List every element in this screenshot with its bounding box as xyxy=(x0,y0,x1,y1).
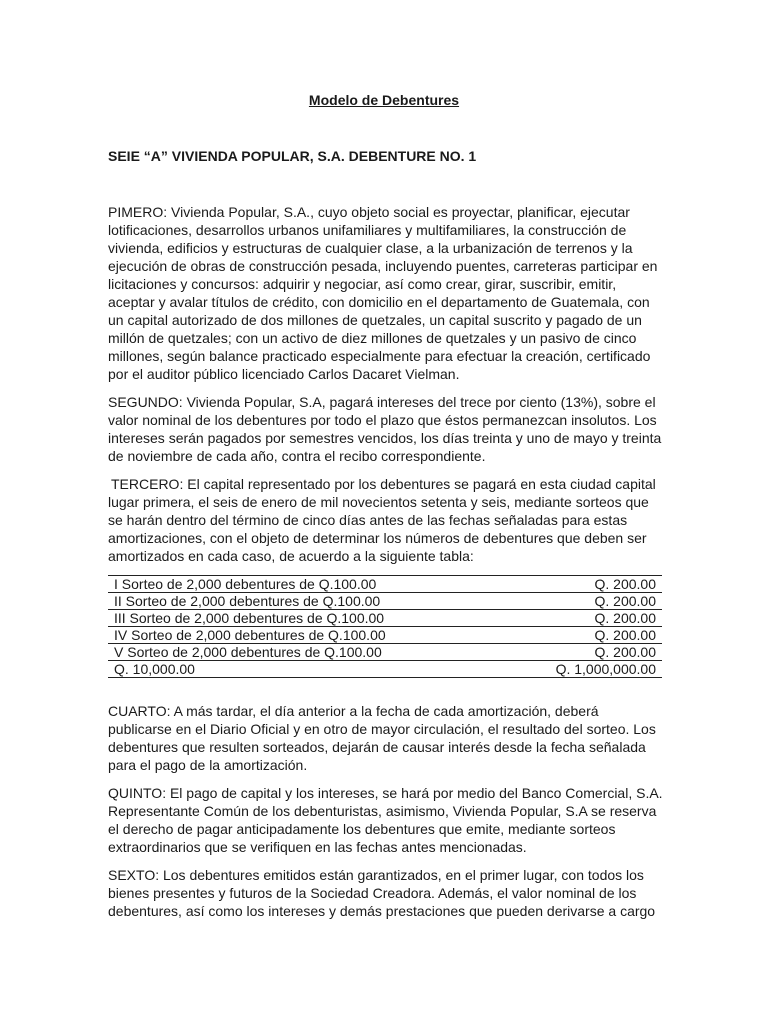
table-row xyxy=(108,576,662,593)
table-row xyxy=(108,644,662,661)
row-description: V Sorteo de 2,000 debentures de Q.100.00 xyxy=(108,644,505,661)
row-description: III Sorteo de 2,000 debentures de Q.100.00 xyxy=(108,610,505,627)
total-amount: Q. 1,000,000.00 xyxy=(505,661,662,678)
table-row xyxy=(108,610,662,627)
row-amount: Q. 200.00 xyxy=(505,593,662,610)
paragraph-cuarto: CUARTO: A más tardar, el día anterior a la fecha de cada amortización, deberá publicarse en el Diario Oficial y en otro de mayor circulación, el resultado del sorteo. Los debentures que resulten sorteados, dejarán de causar interés desde la fecha señalada para el pago de la amortización. xyxy=(108,703,656,773)
total-description: Q. 10,000.00 xyxy=(108,661,505,678)
paragraph-primero: PIMERO: Vivienda Popular, S.A., cuyo objeto social es proyectar, planificar, ejecutar lotificaciones, desarrollos urbanos unifamiliares y multifamiliares, la construcción de vivienda, edificios y estructuras de cualquier clase, a la urbanización de terrenos y la ejecución de obras de construcción pesada, incluyendo puentes, carreteras participar en licitaciones y concursos: adquirir y negociar, así como crear, girar, suscribir, emitir, aceptar y avalar títulos de crédito, con domicilio en el departamento de Guatemala, con un capital autorizado de dos millones de quetzales, un capital suscrito y pagado de un millón de quetzales; con un activo de diez millones de quetzales y un pasivo de cinco millones, según balance practicado especialmente para efectuar la creación, certificado por el auditor público licenciado Carlos Dacaret Vielman. xyxy=(108,204,658,382)
paragraph-segundo: SEGUNDO: Vivienda Popular, S.A, pagará intereses del trece por ciento (13%), sobre el valor nominal de los debentures por todo el plazo que éstos permanezcan insolutos. Los intereses serán pagados por semestres vencidos, los días treinta y uno de mayo y treinta de noviembre de cada año, contra el recibo correspondiente. xyxy=(108,394,662,464)
document-body xyxy=(108,203,664,930)
row-amount: Q. 200.00 xyxy=(505,644,662,661)
paragraph-quinto: QUINTO: El pago de capital y los intereses, se hará por medio del Banco Comercial, S.A. Representante Común de los debenturistas, asimismo, Vivienda Popular, S.A se reserva el derecho de pagar anticipadamente los debentures que emite, mediante sorteos extraordinarios que se verifiquen en las fechas antes mencionadas. xyxy=(108,785,663,855)
document-title: Modelo de Debentures xyxy=(308,92,460,108)
paragraph-tercero: TERCERO: El capital representado por los debentures se pagará en esta ciudad capital lugar primera, el seis de enero de mil novecientos setenta y seis, mediante sorteos que se harán dentro del término de cinco días antes de las fechas señaladas para estas amortizaciones, con el objeto de determinar los números de debentures que deben ser amortizados en cada caso, de acuerdo a la siguiente tabla: xyxy=(108,476,656,564)
paragraph-sexto: SEXTO: Los debentures emitidos están garantizados, en el primer lugar, con todos los bienes presentes y futuros de la Sociedad Creadora. Además, el valor nominal de los debentures, así como los intereses y demás prestaciones que pueden derivarse a cargo xyxy=(108,867,656,919)
row-description: I Sorteo de 2,000 debentures de Q.100.00 xyxy=(108,576,505,593)
row-amount: Q. 200.00 xyxy=(505,576,662,593)
row-description: II Sorteo de 2,000 debentures de Q.100.00 xyxy=(108,593,505,610)
document-subtitle: SEIE “A” VIVIENDA POPULAR, S.A. DEBENTURE NO. 1 xyxy=(108,148,477,164)
table-total-row xyxy=(108,661,662,678)
table-row xyxy=(108,593,662,610)
row-description: IV Sorteo de 2,000 debentures de Q.100.00 xyxy=(108,627,505,644)
row-amount: Q. 200.00 xyxy=(505,610,662,627)
row-amount: Q. 200.00 xyxy=(505,627,662,644)
table-row xyxy=(108,627,662,644)
amortization-table xyxy=(108,575,662,678)
